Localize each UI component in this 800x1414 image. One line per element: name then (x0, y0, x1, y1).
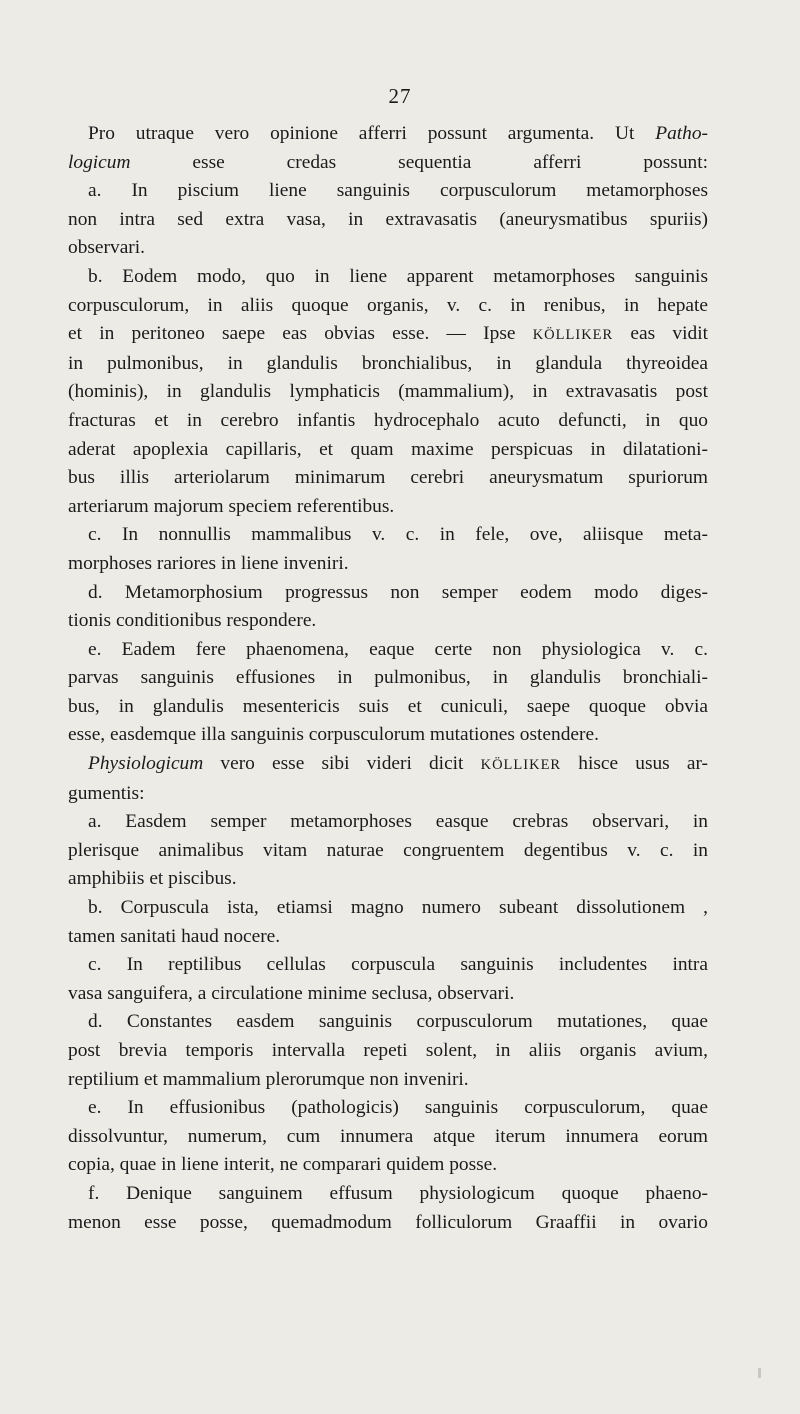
text-line (68, 521, 708, 550)
text-line (68, 206, 708, 235)
text-line (68, 808, 708, 837)
text-line (68, 1151, 708, 1180)
text-line (68, 234, 708, 263)
text-line (68, 894, 708, 923)
text-line (68, 1066, 708, 1095)
text-line (68, 579, 708, 608)
text-span: tionis conditionibus respondere. (68, 610, 317, 632)
text-span: post brevia temporis intervalla repeti solent, in aliis organis avium, (68, 1040, 708, 1061)
italic-term: Physiologicum (88, 753, 204, 775)
text-line (68, 1094, 708, 1123)
text-span: gumentis: (68, 782, 145, 804)
text-span: amphibiis et piscibus. (68, 868, 237, 890)
text-line (68, 980, 708, 1009)
page-edge-mark (758, 1368, 761, 1378)
text-span: b. Corpuscula ista, etiamsi magno numero subeant dissolutionem , (88, 897, 708, 919)
text-line (68, 837, 708, 866)
text-span: bus illis arteriolarum minimarum cerebri aneurysmatum spuriorum (68, 467, 708, 489)
author-name: KÖLLIKER (532, 327, 614, 344)
text-span: a. In piscium liene sanguinis corpusculorum metamorphoses (88, 180, 708, 202)
text-line (68, 378, 708, 407)
text-line (68, 721, 708, 750)
text-span: non intra sed extra vasa, in extravasatis (aneurysmatibus spuriis) (68, 208, 708, 230)
text-span: b. Eodem modo, quo in liene apparent metamorphoses sanguinis (88, 265, 708, 287)
text-span: c. In nonnullis mammalibus v. c. in fele, ove, aliisque meta- (88, 524, 708, 546)
text-line (68, 292, 708, 321)
text-line (68, 1209, 708, 1238)
body-text (68, 120, 708, 1237)
text-line (68, 607, 708, 636)
text-span: e. In effusionibus (pathologicis) sanguinis corpusculorum, quae (88, 1097, 708, 1119)
text-line (68, 750, 708, 780)
text-line (68, 636, 708, 665)
text-span: eas vidit (613, 323, 708, 345)
text-span: e. Eadem fere phaenomena, eaque certe non physiologica v. c. (88, 638, 708, 660)
italic-term: logicum (68, 151, 131, 173)
text-line (68, 177, 708, 206)
text-span: arteriarum majorum speciem referentibus. (68, 495, 395, 517)
text-span: d. Constantes easdem sanguinis corpusculorum mutationes, quae (88, 1011, 708, 1033)
text-span: esse credas sequentia afferri possunt: (130, 151, 708, 173)
text-span: vasa sanguifera, a circulatione minime seclusa, observari. (68, 982, 515, 1004)
author-name: KÖLLIKER (480, 757, 562, 774)
text-span: reptilium et mammalium plerorumque non inveniri. (68, 1068, 469, 1090)
text-line (68, 120, 708, 149)
text-line (68, 664, 708, 693)
text-span: plerisque animalibus vitam naturae congruentem degentibus v. c. in (68, 839, 708, 861)
text-line (68, 464, 708, 493)
text-span: c. In reptilibus cellulas corpuscula sanguinis includentes intra (88, 954, 708, 976)
text-line (68, 1037, 708, 1066)
text-span: hisce usus ar- (561, 753, 708, 775)
text-line (68, 923, 708, 952)
text-line (68, 1008, 708, 1037)
text-span: observari. (68, 237, 145, 259)
text-span: dissolvuntur, numerum, cum innumera atque iterum innumera eorum (68, 1125, 708, 1147)
text-span: tamen sanitati haud nocere. (68, 925, 281, 947)
text-span: d. Metamorphosium progressus non semper eodem modo diges- (88, 581, 708, 603)
text-span: fracturas et in cerebro infantis hydrocephalo acuto defuncti, in quo (68, 409, 708, 431)
text-line (68, 407, 708, 436)
text-span: Pro utraque vero opinione afferri possunt argumenta. Ut (88, 123, 656, 144)
text-line (68, 550, 708, 579)
text-line (68, 320, 708, 350)
text-line (68, 951, 708, 980)
text-span: copia, quae in liene interit, ne comparari quidem posse. (68, 1154, 498, 1176)
text-line (68, 493, 708, 522)
text-span: a. Easdem semper metamorphoses easque crebras observari, in (88, 811, 708, 833)
text-line (68, 350, 708, 379)
text-span: in pulmonibus, in glandulis bronchialibus, in glandula thyreoidea (68, 352, 708, 374)
text-span: parvas sanguinis effusiones in pulmonibus, in glandulis bronchiali- (68, 667, 708, 689)
text-line (68, 865, 708, 894)
text-span: vero esse sibi videri dicit (203, 753, 481, 775)
text-line (68, 263, 708, 292)
text-span: corpusculorum, in aliis quoque organis, v. c. in renibus, in hepate (68, 294, 708, 316)
text-span: esse, easdemque illa sanguinis corpusculorum mutationes ostendere. (68, 724, 599, 746)
text-line (68, 436, 708, 465)
text-line (68, 780, 708, 809)
text-span: f. Denique sanguinem effusum physiologicum quoque phaeno- (88, 1182, 708, 1204)
text-span: menon esse posse, quemadmodum folliculorum Graaffii in ovario (68, 1211, 708, 1233)
text-line (68, 693, 708, 722)
text-span: (hominis), in glandulis lymphaticis (mammalium), in extravasatis post (68, 381, 708, 403)
text-span: aderat apoplexia capillaris, et quam maxime perspicuas in dilatationi- (68, 438, 708, 460)
page-number: 27 (388, 84, 412, 108)
text-span: et in peritoneo saepe eas obvias esse. — Ipse (68, 323, 533, 345)
text-span: morphoses rariores in liene inveniri. (68, 552, 349, 574)
text-line (68, 1180, 708, 1209)
text-span: bus, in glandulis mesentericis suis et cuniculi, saepe quoque obvia (68, 695, 708, 717)
text-line (68, 149, 708, 178)
text-line (68, 1123, 708, 1152)
italic-term: Patho- (655, 123, 708, 144)
